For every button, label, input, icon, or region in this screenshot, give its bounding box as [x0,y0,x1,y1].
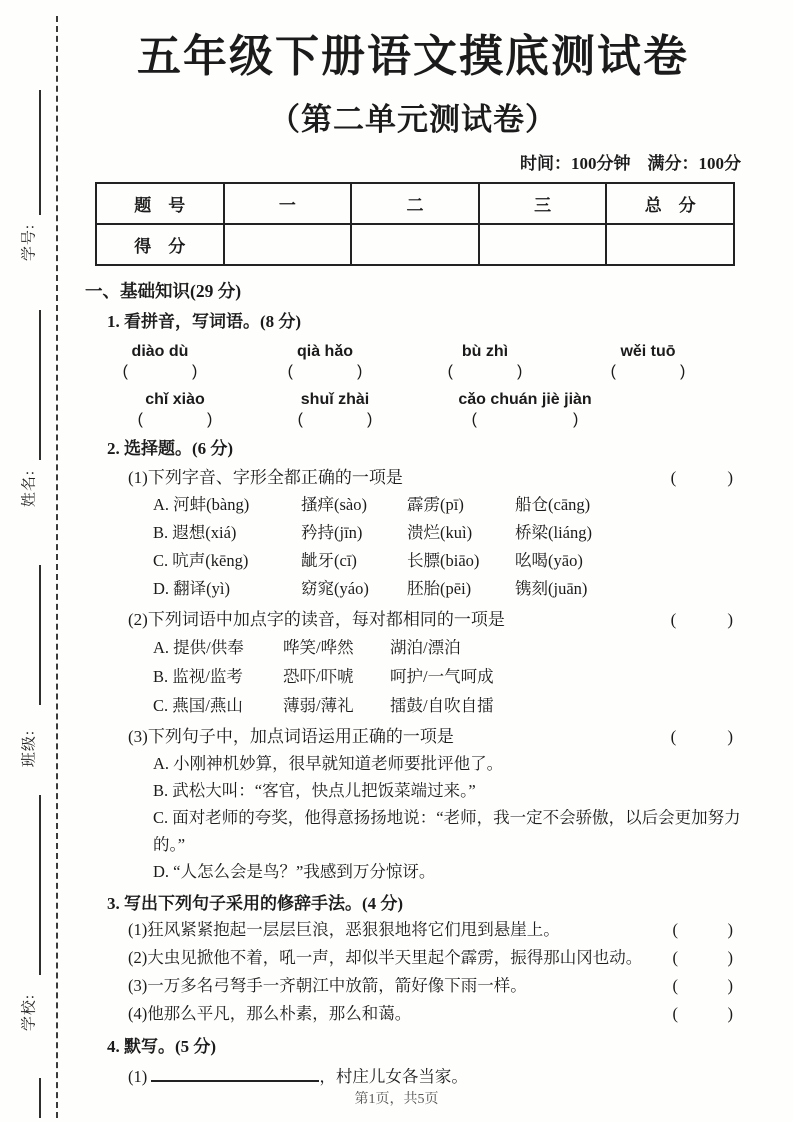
answer-bracket-row-2 [85,410,741,430]
question3-item [85,1000,741,1028]
option-row [85,633,741,662]
option-item: B. 监视/监考 [153,667,243,686]
option-item: 胚胎(pēi) [407,579,472,598]
answer-blank: ( ) [672,1004,733,1023]
option-item: 恐吓/吓唬 [283,667,354,686]
option-item: 长膘(biāo) [407,551,480,570]
answer-blank: ( ) [447,363,523,380]
answer-blank: ( ) [670,468,733,487]
option-row [85,662,741,691]
student-id-label: 学号: [21,223,38,262]
answer-blank: ( ) [672,976,733,995]
answer-blank: ( ) [122,363,198,380]
score-header-cell: 一 [224,183,352,224]
score-cell-empty [479,224,607,265]
option-item: 矜持(jīn) [301,523,363,542]
option-item: 船仓(cāng) [515,495,591,514]
score-cell-empty [351,224,479,265]
score-header-cell: 三 [479,183,607,224]
option-item: 霹雳(pī) [407,495,464,514]
option-item: 龇牙(cī) [301,551,357,570]
class-label: 班级: [21,729,38,768]
option-sentence: A. 小刚神机妙算，很早就知道老师要批评他了。 [153,754,504,773]
option-item: C. 燕国/燕山 [153,696,243,715]
pinyin-item: shuǐ zhài [300,391,370,408]
option-item: C. 吭声(kēng) [153,551,249,570]
stem-text: (3)下列句子中，加点词语运用正确的一项是 [128,727,454,746]
pinyin-item: diào dù [131,343,189,360]
option-sentence: C. 面对老师的夸奖，他得意扬扬地说：“老师，我一定不会骄傲，以后会更加努力的。” [153,808,741,854]
pinyin-row-1 [85,342,741,362]
option-item: A. 提供/供奉 [153,638,244,657]
option-item: 湖泊/漂泊 [390,638,461,657]
pinyin-item: qià hǎo [296,343,353,360]
stem-text: (2)下列词语中加点字的读音，每对都相同的一项是 [128,610,505,629]
answer-blank: ( ) [610,363,686,380]
page-subtitle: （第二单元测试卷） [269,102,557,137]
option-sentence: B. 武松大叫：“客官，快点儿把饭菜端过来。” [153,781,476,800]
score-table-score-row [96,224,734,265]
exam-meta: 时间：100分钟 满分：100分 [520,154,741,173]
item-text: (3)一万多名弓弩手一齐朝江中放箭，箭好像下雨一样。 [128,976,527,995]
option-item: 溃烂(kuì) [407,523,473,542]
question2-3-stem-row [85,724,741,750]
answer-blank: ( ) [471,411,579,428]
answer-blank: ( ) [672,948,733,967]
item-text: (2)大虫见掀他不着，吼一声，却似半天里起个霹雳，振得那山冈也动。 [128,948,643,967]
item-text: ，村庄儿女各当家。 [319,1067,468,1086]
write-in-blank-line [151,1064,319,1082]
school-fill-line [39,795,41,975]
binding-dashed-line [56,16,58,1118]
score-row-label: 得 分 [96,224,224,265]
option-row [85,691,741,720]
school-label: 学校: [21,993,38,1032]
option-row [85,519,741,547]
student-id-fill-line [39,90,41,215]
question2-1-stem-row [85,465,741,491]
answer-blank: ( ) [287,363,363,380]
item-number: (1) [128,1067,148,1086]
pinyin-item: wěi tuō [620,343,676,360]
answer-blank: ( ) [137,411,213,428]
question3-item [85,916,741,944]
option-item: 薄弱/薄礼 [283,696,354,715]
option-item: 吆喝(yāo) [515,551,583,570]
answer-blank: ( ) [670,610,733,629]
question4-item [85,1063,741,1091]
main-content [85,28,741,1091]
question2-2-stem-row [85,607,741,633]
option-item: D. 翻译(yì) [153,579,230,598]
option-row [85,575,741,603]
pinyin-item: cǎo chuán jiè jiàn [458,391,592,408]
score-table-header-row [96,183,734,224]
answer-blank: ( ) [670,727,733,746]
option-item: 哗笑/哗然 [283,638,354,657]
name-fill-line [39,310,41,460]
answer-blank: ( ) [297,411,373,428]
score-table [95,182,735,266]
stem-text: (1)下列字音、字形全都正确的一项是 [128,468,403,487]
question3-title: 3. 写出下列句子采用的修辞手法。(4 分) [107,894,404,913]
page-number-footer: 第1页，共5页 [354,1092,439,1107]
page-title: 五年级下册语文摸底测试卷 [137,32,689,81]
option-sentence: D. “人怎么会是鸟？”我感到万分惊讶。 [153,862,436,881]
score-cell-empty [606,224,734,265]
option-item: 桥梁(liáng) [515,523,592,542]
question3-item [85,944,741,972]
pinyin-row-2 [85,390,741,410]
score-header-cell: 总 分 [606,183,734,224]
option-item: 搔痒(sào) [301,495,367,514]
pinyin-item: bù zhì [461,343,509,360]
answer-bracket-row-1 [85,362,741,382]
option-item: B. 遐想(xiá) [153,523,237,542]
option-row [85,491,741,519]
option-row [85,547,741,575]
class-fill-line [39,565,41,705]
item-text: (4)他那么平凡，那么朴素，那么和蔼。 [128,1004,412,1023]
section-heading: 一、基础知识(29 分) [85,281,242,301]
score-header-cell: 题 号 [96,183,224,224]
option-item: 擂鼓/自吹自擂 [390,696,494,715]
option-item: 呵护/一气呵成 [390,667,494,686]
question4-title: 4. 默写。(5 分) [107,1037,217,1056]
score-header-cell: 二 [351,183,479,224]
option-item: 镌刻(juān) [515,579,588,598]
option-item: 窈窕(yáo) [301,579,369,598]
pinyin-item: chǐ xiào [145,391,205,408]
option-item: A. 河蚌(bàng) [153,495,250,514]
item-text: (1)狂风紧紧抱起一层层巨浪，恶狠狠地将它们甩到悬崖上。 [128,920,560,939]
question3-item [85,972,741,1000]
question2-title: 2. 选择题。(6 分) [107,439,234,458]
question1-title: 1. 看拼音，写词语。(8 分) [107,312,302,331]
answer-blank: ( ) [672,920,733,939]
name-label: 姓名: [21,469,38,508]
score-cell-empty [224,224,352,265]
